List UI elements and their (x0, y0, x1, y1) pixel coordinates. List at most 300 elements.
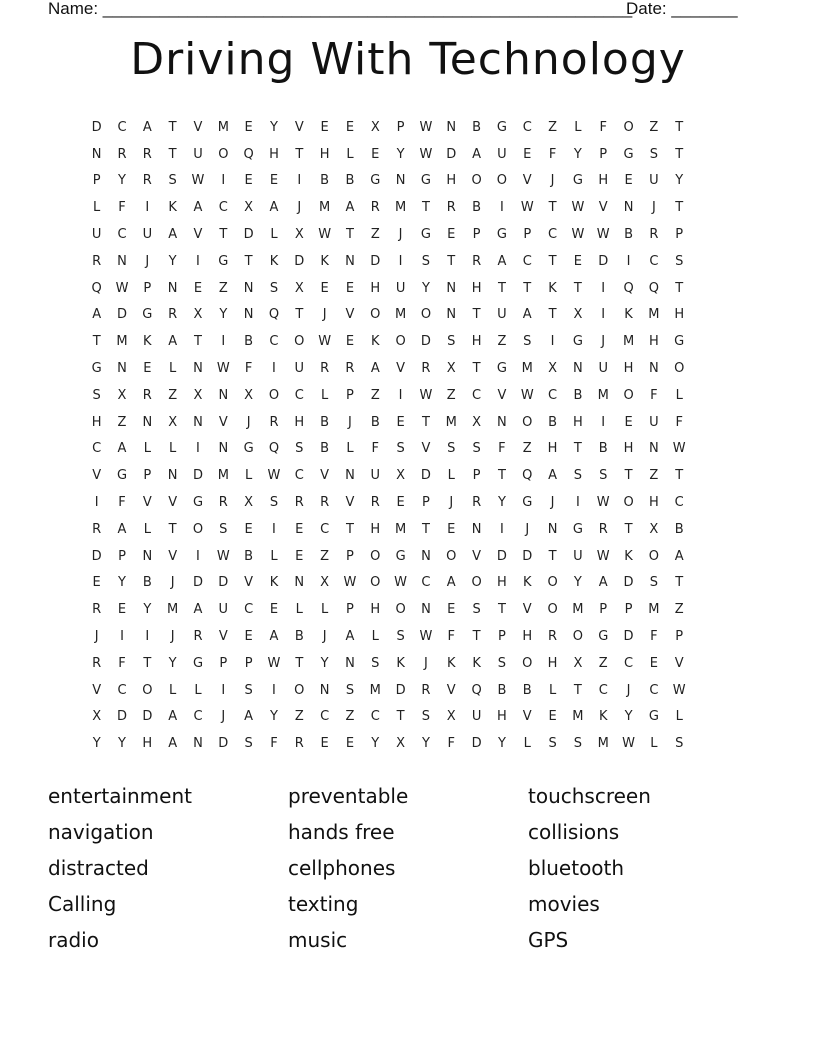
grid-letter: U (471, 709, 482, 725)
grid-letter: E (320, 280, 329, 296)
grid-letter: O (395, 334, 406, 350)
grid-letter: M (217, 119, 229, 135)
grid-letter: J (322, 307, 327, 323)
grid-letter: R (92, 253, 102, 269)
grid-letter: W (520, 387, 534, 403)
grid-letter: R (320, 361, 330, 377)
grid-letter: N (167, 280, 178, 296)
grid-letter: W (571, 200, 585, 216)
grid-letter: G (496, 361, 507, 377)
grid-letter: A (674, 548, 684, 564)
grid-letter: A (168, 736, 178, 752)
grid-letter: O (572, 629, 584, 645)
grid-row (84, 516, 732, 543)
grid-letter: Q (648, 280, 659, 296)
grid-letter: X (573, 655, 583, 671)
grid-letter: Z (320, 548, 330, 564)
grid-letter: N (446, 280, 457, 296)
grid-letter: O (294, 682, 305, 698)
grid-letter: L (169, 441, 177, 457)
grid-letter: H (547, 441, 558, 457)
grid-letter: E (117, 602, 127, 618)
grid-letter: M (648, 307, 660, 323)
grid-letter: D (192, 468, 203, 484)
grid-letter: O (547, 575, 558, 591)
grid-letter: H (446, 173, 457, 189)
grid-letter: N (319, 682, 330, 698)
grid-letter: T (295, 307, 304, 323)
word-list-item: touchscreen (528, 784, 651, 808)
grid-letter: Q (268, 307, 280, 323)
grid-letter: V (472, 548, 482, 564)
grid-letter: Z (117, 414, 127, 430)
grid-letter: X (244, 200, 254, 216)
word-list-item: preventable (288, 784, 409, 808)
grid-letter: E (345, 280, 355, 296)
grid-letter: V (193, 119, 203, 135)
grid-letter: O (522, 655, 533, 671)
grid-row (84, 114, 732, 141)
grid-letter: L (93, 200, 101, 216)
grid-letter: K (624, 548, 633, 564)
grid-letter: J (651, 200, 656, 216)
grid-letter: R (421, 361, 431, 377)
grid-letter: A (522, 307, 532, 323)
grid-letter: O (370, 548, 381, 564)
grid-letter: G (142, 307, 153, 323)
grid-letter: N (117, 253, 127, 269)
grid-letter: S (396, 441, 405, 457)
grid-letter: P (523, 227, 532, 243)
grid-letter: I (550, 334, 555, 350)
grid-letter: R (142, 173, 152, 189)
grid-letter: E (244, 119, 253, 135)
grid-letter: M (369, 682, 381, 698)
grid-letter: C (548, 387, 558, 403)
grid-letter: Y (573, 146, 582, 162)
grid-letter: Y (624, 709, 633, 725)
grid-letter: F (498, 441, 506, 457)
grid-letter: M (622, 334, 635, 350)
grid-letter: W (419, 629, 433, 645)
grid-letter: D (496, 548, 507, 564)
grid-letter: R (472, 253, 482, 269)
grid-letter: J (550, 173, 555, 189)
word-list-item: bluetooth (528, 856, 625, 880)
grid-letter: C (624, 655, 634, 671)
grid-letter: M (394, 307, 407, 323)
grid-letter: M (521, 361, 533, 377)
grid-letter: E (295, 548, 304, 564)
grid-letter: X (396, 468, 406, 484)
grid-row (84, 462, 732, 489)
grid-letter: H (497, 575, 507, 591)
grid-letter: K (371, 334, 380, 350)
grid-letter: L (548, 682, 557, 698)
grid-letter: G (572, 334, 583, 350)
grid-letter: R (269, 414, 279, 430)
grid-letter: J (525, 521, 530, 537)
grid-letter: X (168, 414, 178, 430)
word-search-grid (84, 114, 732, 757)
grid-letter: Y (92, 736, 101, 752)
grid-letter: K (168, 200, 177, 216)
grid-letter: N (345, 253, 355, 269)
grid-letter: N (446, 307, 457, 323)
grid-letter: W (267, 468, 281, 484)
grid-letter: E (320, 119, 329, 135)
grid-letter: O (623, 119, 634, 135)
grid-letter: A (370, 361, 380, 377)
grid-letter: T (548, 253, 557, 269)
grid-letter: W (419, 387, 433, 403)
grid-letter: T (219, 227, 228, 243)
grid-letter: Z (294, 709, 304, 725)
grid-letter: D (471, 736, 482, 752)
grid-letter: S (269, 280, 279, 296)
grid-letter: R (548, 629, 558, 645)
grid-letter: Y (320, 655, 329, 671)
grid-letter: S (269, 495, 279, 511)
grid-letter: U (573, 548, 583, 564)
grid-letter: R (370, 495, 380, 511)
grid-letter: R (472, 495, 482, 511)
grid-letter: Q (471, 682, 482, 698)
grid-letter: F (270, 736, 278, 752)
grid-letter: P (396, 119, 405, 135)
grid-letter: Y (168, 655, 177, 671)
grid-letter: H (269, 146, 279, 162)
grid-letter: P (143, 280, 152, 296)
grid-letter: V (294, 119, 304, 135)
grid-letter: C (117, 227, 127, 243)
grid-letter: J (449, 495, 454, 511)
grid-letter: E (244, 629, 253, 645)
grid-letter: D (598, 253, 609, 269)
grid-letter: Y (168, 253, 177, 269)
grid-letter: X (548, 361, 558, 377)
grid-letter: D (623, 575, 634, 591)
grid-letter: K (320, 253, 329, 269)
grid-letter: L (320, 602, 329, 618)
grid-letter: K (396, 655, 405, 671)
grid-letter: J (348, 414, 352, 430)
grid-letter: X (396, 736, 406, 752)
grid-letter: T (472, 307, 481, 323)
grid-letter: F (118, 495, 126, 511)
grid-letter: W (343, 575, 357, 591)
grid-letter: G (192, 495, 204, 511)
grid-letter: J (424, 655, 428, 671)
grid-letter: I (499, 521, 504, 537)
grid-row (84, 650, 732, 677)
grid-letter: G (572, 173, 583, 189)
grid-letter: B (244, 548, 254, 564)
grid-letter: M (217, 468, 229, 484)
word-list-item: hands free (288, 820, 395, 844)
grid-letter: T (675, 146, 684, 162)
grid-letter: I (145, 629, 150, 645)
grid-letter: E (447, 227, 456, 243)
grid-letter: P (422, 495, 430, 511)
grid-letter: R (320, 495, 330, 511)
grid-letter: C (522, 253, 532, 269)
grid-letter: J (297, 200, 302, 216)
grid-letter: Z (522, 441, 532, 457)
grid-letter: H (648, 495, 659, 511)
grid-letter: T (168, 119, 177, 135)
grid-letter: E (320, 736, 329, 752)
grid-row (84, 623, 732, 650)
grid-letter: I (626, 253, 631, 269)
grid-letter: M (648, 602, 660, 618)
grid-letter: O (142, 682, 153, 698)
grid-letter: X (446, 361, 456, 377)
grid-letter: A (168, 334, 178, 350)
grid-letter: T (573, 682, 582, 698)
grid-letter: H (522, 629, 533, 645)
word-list-item: Calling (48, 892, 117, 916)
grid-letter: D (294, 253, 305, 269)
grid-letter: E (624, 414, 633, 430)
grid-letter: E (295, 521, 304, 537)
grid-letter: T (421, 414, 430, 430)
grid-letter: E (396, 495, 405, 511)
grid-letter: T (244, 253, 253, 269)
grid-letter: F (447, 629, 455, 645)
grid-letter: K (598, 709, 608, 725)
grid-letter: J (170, 629, 175, 645)
grid-letter: S (599, 468, 608, 484)
grid-letter: I (196, 441, 200, 457)
grid-letter: U (294, 361, 305, 377)
grid-letter: H (471, 280, 482, 296)
grid-letter: U (218, 602, 229, 618)
grid-letter: O (623, 387, 634, 403)
grid-letter: R (649, 227, 659, 243)
grid-letter: L (245, 468, 253, 484)
grid-letter: S (371, 655, 380, 671)
grid-letter: J (94, 629, 99, 645)
grid-letter: T (675, 575, 684, 591)
grid-letter: H (319, 146, 330, 162)
grid-letter: R (168, 307, 178, 323)
grid-letter: Y (118, 736, 126, 752)
grid-letter: C (117, 682, 127, 698)
grid-letter: M (116, 334, 128, 350)
grid-letter: S (472, 602, 481, 618)
grid-letter: G (496, 119, 507, 135)
grid-letter: V (193, 227, 203, 243)
grid-letter: A (142, 119, 152, 135)
grid-letter: N (623, 200, 634, 216)
grid-letter: V (446, 682, 456, 698)
grid-letter: U (649, 173, 659, 189)
grid-letter: W (115, 280, 129, 296)
grid-letter: U (497, 307, 507, 323)
grid-letter: S (573, 736, 583, 752)
grid-letter: J (221, 709, 226, 725)
grid-letter: O (522, 414, 533, 430)
grid-letter: E (396, 414, 405, 430)
grid-letter: S (295, 441, 304, 457)
grid-letter: V (674, 655, 684, 671)
grid-letter: D (395, 682, 406, 698)
grid-letter: Y (396, 146, 405, 162)
grid-letter: H (91, 414, 102, 430)
grid-letter: P (143, 468, 152, 484)
grid-letter: Z (370, 387, 380, 403)
grid-letter: N (395, 173, 406, 189)
grid-letter: X (320, 575, 330, 591)
grid-letter: E (345, 334, 355, 350)
grid-letter: H (598, 173, 609, 189)
grid-letter: F (548, 146, 557, 162)
grid-letter: K (624, 307, 633, 323)
grid-letter: Y (269, 709, 278, 725)
grid-letter: P (675, 629, 684, 645)
grid-letter: S (421, 709, 431, 725)
grid-letter: H (547, 655, 558, 671)
grid-letter: N (142, 414, 153, 430)
grid-letter: L (371, 629, 379, 645)
grid-letter: L (675, 387, 683, 403)
grid-letter: G (420, 173, 431, 189)
grid-letter: F (675, 414, 683, 430)
grid-letter: W (419, 119, 433, 135)
grid-letter: R (370, 200, 380, 216)
grid-letter: E (624, 173, 633, 189)
grid-letter: G (395, 548, 406, 564)
grid-letter: U (649, 414, 659, 430)
grid-row (84, 677, 732, 704)
grid-letter: J (626, 682, 631, 698)
grid-letter: H (623, 441, 634, 457)
grid-letter: Q (522, 468, 533, 484)
grid-letter: W (419, 146, 433, 162)
grid-letter: Y (269, 119, 278, 135)
grid-letter: T (345, 227, 354, 243)
grid-letter: O (370, 575, 381, 591)
grid-letter: U (497, 146, 507, 162)
grid-letter: Y (219, 307, 228, 323)
grid-letter: G (218, 253, 229, 269)
grid-letter: Y (118, 575, 126, 591)
grid-row (84, 221, 732, 248)
grid-letter: O (370, 307, 381, 323)
grid-letter: D (370, 253, 381, 269)
grid-letter: L (675, 709, 683, 725)
grid-letter: H (497, 709, 507, 725)
grid-row (84, 436, 732, 463)
grid-letter: K (269, 575, 279, 591)
grid-letter: X (117, 387, 127, 403)
grid-letter: Z (548, 119, 558, 135)
grid-letter: P (599, 602, 608, 618)
grid-letter: N (167, 468, 178, 484)
grid-letter: E (371, 146, 380, 162)
grid-letter: N (243, 307, 254, 323)
grid-row (84, 382, 732, 409)
grid-letter: D (218, 575, 229, 591)
grid-letter: Y (421, 280, 430, 296)
grid-letter: T (447, 253, 456, 269)
grid-row (84, 141, 732, 168)
grid-letter: N (193, 736, 203, 752)
grid-letter: X (244, 387, 254, 403)
grid-letter: U (395, 280, 406, 296)
grid-letter: J (550, 495, 555, 511)
grid-letter: B (320, 173, 330, 189)
grid-letter: A (92, 307, 102, 323)
grid-letter: W (394, 575, 408, 591)
grid-row (84, 302, 732, 329)
grid-letter: T (396, 709, 405, 725)
grid-letter: X (472, 414, 482, 430)
grid-letter: S (675, 253, 684, 269)
grid-letter: A (472, 146, 482, 162)
grid-letter: M (319, 200, 331, 216)
grid-letter: O (218, 146, 229, 162)
grid-letter: E (649, 655, 658, 671)
grid-letter: S (92, 387, 101, 403)
grid-letter: P (472, 227, 481, 243)
grid-letter: E (269, 173, 279, 189)
grid-letter: H (370, 521, 381, 537)
grid-letter: F (650, 629, 658, 645)
grid-letter: T (421, 200, 430, 216)
grid-letter: C (320, 709, 330, 725)
grid-letter: X (193, 307, 203, 323)
grid-letter: B (624, 227, 634, 243)
grid-letter: D (243, 227, 254, 243)
grid-letter: K (548, 280, 557, 296)
grid-letter: R (598, 521, 608, 537)
grid-letter: D (91, 119, 102, 135)
grid-letter: P (675, 227, 684, 243)
grid-letter: V (92, 468, 102, 484)
grid-letter: H (370, 280, 381, 296)
grid-letter: C (218, 200, 228, 216)
grid-letter: V (497, 387, 507, 403)
grid-letter: X (92, 709, 102, 725)
word-list-item: GPS (528, 928, 569, 952)
grid-letter: P (92, 173, 101, 189)
grid-letter: U (91, 227, 102, 243)
grid-letter: G (116, 468, 128, 484)
grid-letter: Y (497, 495, 506, 511)
grid-letter: B (294, 629, 304, 645)
grid-letter: T (548, 200, 557, 216)
grid-letter: M (572, 709, 584, 725)
grid-letter: X (294, 280, 304, 296)
grid-row (84, 730, 732, 757)
grid-letter: G (243, 441, 254, 457)
grid-letter: W (672, 682, 686, 698)
word-list-item: radio (48, 928, 99, 952)
grid-letter: H (674, 307, 685, 323)
grid-letter: J (601, 334, 606, 350)
grid-letter: H (648, 334, 659, 350)
grid-letter: W (622, 736, 635, 752)
grid-letter: F (118, 655, 126, 671)
grid-letter: C (320, 521, 330, 537)
grid-letter: L (270, 548, 278, 564)
grid-letter: E (523, 146, 532, 162)
grid-letter: W (520, 200, 534, 216)
grid-letter: G (420, 227, 431, 243)
grid-letter: N (497, 414, 507, 430)
